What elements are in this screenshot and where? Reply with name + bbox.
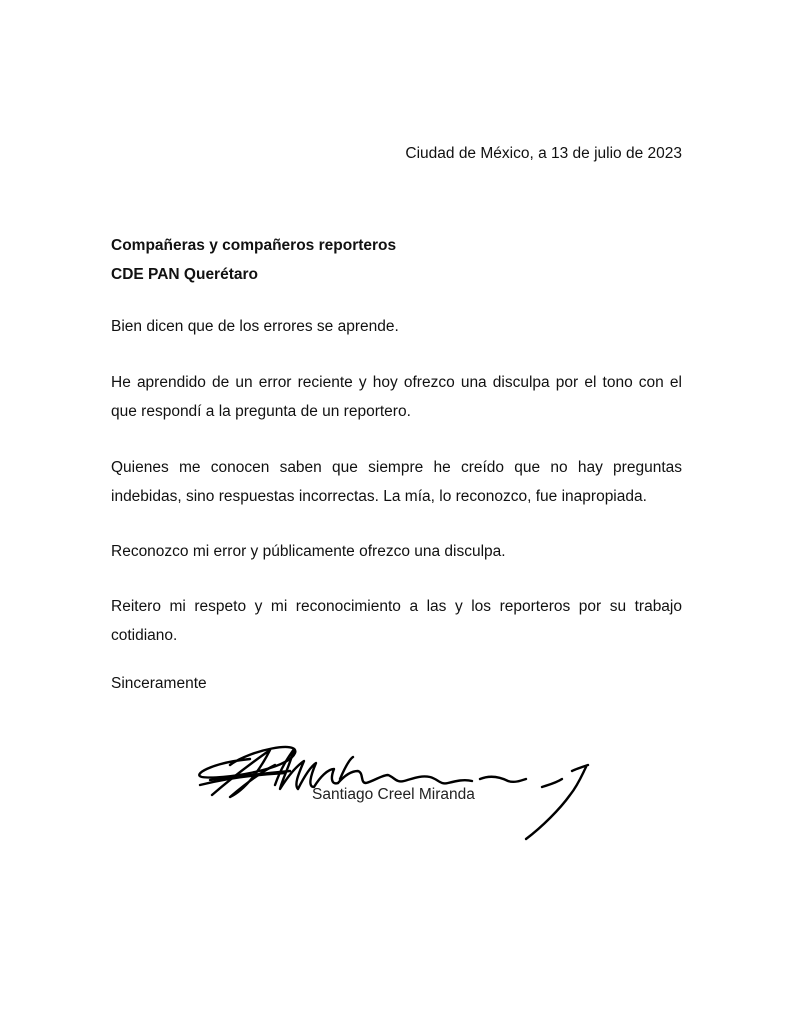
- paragraph-5: Reitero mi respeto y mi reconocimiento a las y los reporteros por su trabajo cotidiano.: [111, 598, 682, 644]
- paragraph-3: Quienes me conocen saben que siempre he creído que no hay preguntas indebidas, sino respuestas incorrectas. La mía, lo reconozco, fue inapropiada.: [111, 459, 682, 505]
- letter-date: Ciudad de México, a 13 de julio de 2023: [405, 145, 682, 162]
- paragraph-2: He aprendido de un error reciente y hoy ofrezco una disculpa por el tono con el que respondí a la pregunta de un reportero.: [111, 374, 682, 420]
- addressee-line-1: Compañeras y compañeros reporteros: [111, 237, 397, 254]
- handwritten-signature-icon: [190, 735, 610, 850]
- signer-name: Santiago Creel Miranda: [312, 786, 475, 803]
- closing-text: Sinceramente: [111, 675, 207, 692]
- paragraph-1: Bien dicen que de los errores se aprende.: [111, 318, 399, 335]
- paragraph-4: Reconozco mi error y públicamente ofrezco una disculpa.: [111, 543, 506, 560]
- addressee-line-2: CDE PAN Querétaro: [111, 266, 258, 283]
- addressee-block: [111, 231, 396, 289]
